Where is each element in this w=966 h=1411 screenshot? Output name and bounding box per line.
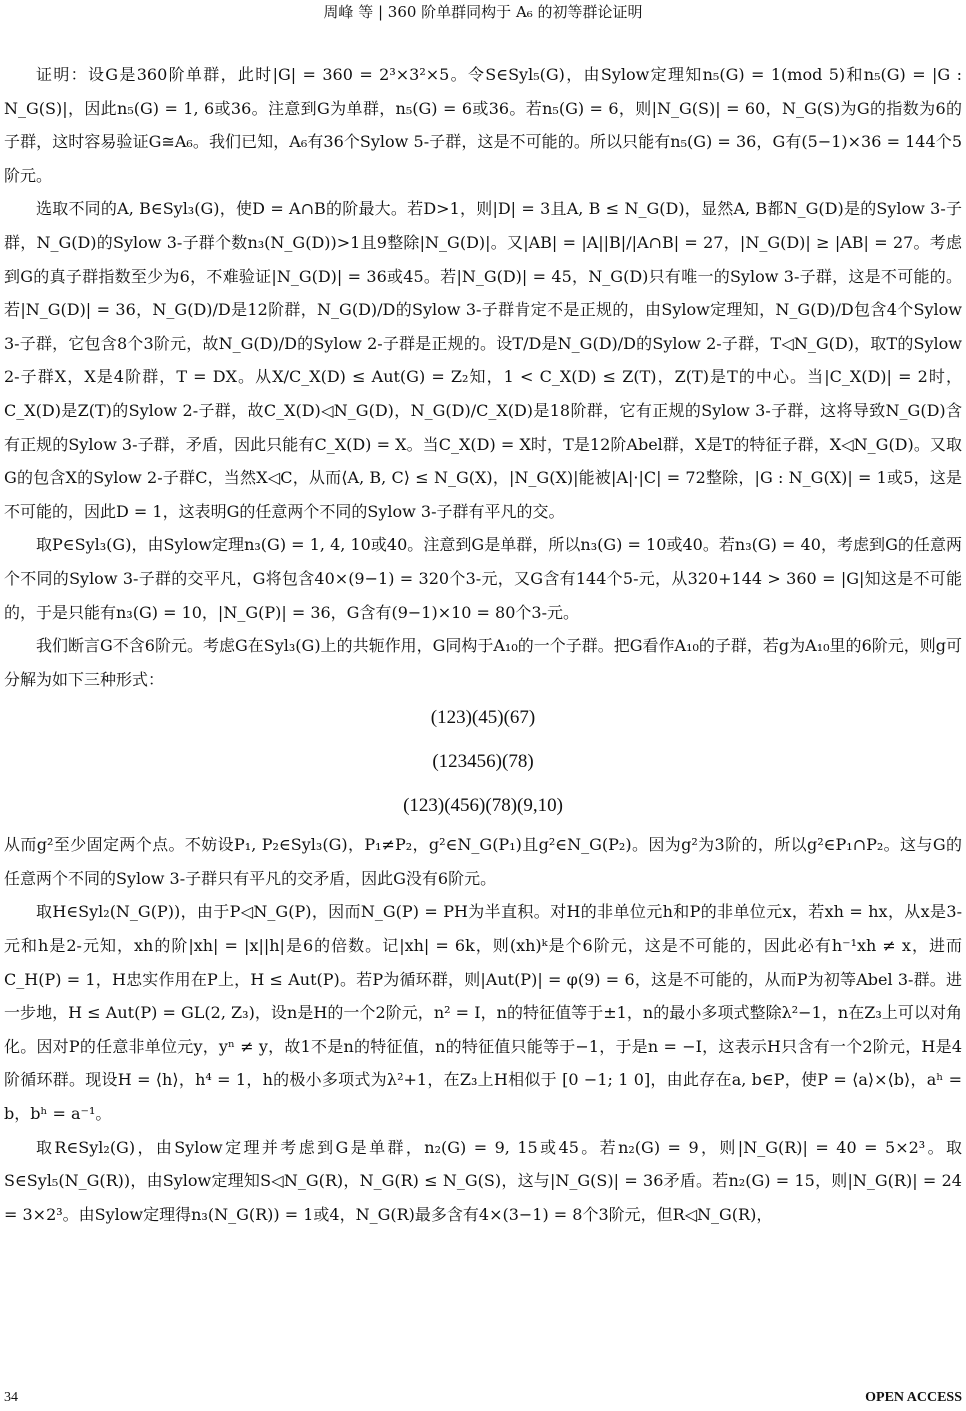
- formula-cycle-type-1: (123)(45)(67): [430, 707, 536, 729]
- paragraph-semidirect-product: 取H∈Syl₂(N_G(P))，由于P◁N_G(P)，因而N_G(P) = PH为半直积。对H的非单位元h和P的非单位元x，若xh = hx，从x是3-元和h是2-元知，xh的阶|xh| = |x||h|是6的倍数。记|xh| = 6k，则(xh)ᵏ是个6阶元，这是不可能的，因此必有h⁻¹xh ≠ x，进而C_H(P) = 1，H忠实作用在P上，H ≤ Aut(P)。若P为循环群，则|Aut(P)| = φ(9) = 6，这是不可能的，从而P为初等Abel 3-群。进一步地，H ≤ Aut(P) = GL(2, Z₃)，设n是H的一个2阶元，n² = I，n的特征值等于±1，n的最小多项式整除λ²−1，n在Z₃上可以对角化。因对P的任意非单位元y，yⁿ ≠ y，故1不是n的特征值，n的特征值只能等于−1，于是n = −I，这表示H只含有一个2阶元，H是4阶循环群。现设H = ⟨h⟩，h⁴ = 1，h的极小多项式为λ²+1，在Z₃上H相似于 [0 −1; 1 0]，由此存在a, b∈P，使P = ⟨a⟩×⟨b⟩，aʰ = b，bʰ = a⁻¹。: [4, 902, 962, 1124]
- paragraph-no-order-6: 我们断言G不含6阶元。考虑G在Syl₃(G)上的共轭作用，G同构于A₁₀的一个子群。把G看作A₁₀的子群，若g为A₁₀里的6阶元，则g可分解为如下三种形式：: [4, 636, 962, 689]
- journal-badge: OPEN ACCESS: [865, 1390, 962, 1405]
- paragraph-n3-count: 取P∈Syl₃(G)，由Sylow定理n₃(G) = 1, 4, 10或40。注意到G是单群，所以n₃(G) = 10或40。若n₃(G) = 40，考虑到G的任意两个不同的Sylow 3-子群的交平凡，G将包含40×(9−1) = 320个3-元，又G含有144个5-元，从320+144 > 360 = |G|知这是不可能的，于是只能有n₃(G) = 10，|N_G(P)| = 36，G含有(9−1)×10 = 80个3-元。: [4, 535, 962, 622]
- paragraph-proof-intro: 证明：设G是360阶单群，此时|G| = 360 = 2³×3²×5。令S∈Syl₅(G)，由Sylow定理知n₅(G) = 1(mod 5)和n₅(G) = |G : N_G(S)|，因此n₅(G) = 1, 6或36。注意到G为单群，n₅(G) = 6或36。若n₅(G) = 6，则|N_G(S)| = 60，N_G(S)为G的指数为6的子群，这时容易验证G≅A₆。我们已知，A₆有36个Sylow 5-子群，这是不可能的。所以只能有n₅(G) = 36，G有(5−1)×36 = 144个5阶元。: [4, 65, 962, 185]
- paragraph-sylow3-intersection: 选取不同的A, B∈Syl₃(G)，使D = A∩B的阶最大。若D>1，则|D| = 3且A, B ≤ N_G(D)，显然A, B都N_G(D)是的Sylow 3-子群，N_G(D)的Sylow 3-子群个数n₃(N_G(D))>1且9整除|N_G(D)|。又|AB| = |A||B|/|A∩B| = 27，|N_G(D)| ≥ |AB| = 27。考虑到G的真子群指数至少为6，不难验证|N_G(D)| = 36或45。若|N_G(D)| = 45，N_G(D)只有唯一的Sylow 3-子群，这是不可能的。若|N_G(D)| = 36，N_G(D)/D是12阶群，N_G(D)/D的Sylow 3-子群肯定不是正规的，由Sylow定理知，N_G(D)/D包含4个Sylow 3-子群，它包含8个3阶元，故N_G(D)/D的Sylow 2-子群是正规的。设T/D是N_G(D)/D的Sylow 2-子群，T◁N_G(D)，取T的Sylow 2-子群X，X是4阶群，T = DX。从X/C_X(D) ≤ Aut(G) = Z₂知，1 < C_X(D) ≤ Z(T)，Z(T)是T的中心。当|C_X(D)| = 2时，C_X(D)是Z(T)的Sylow 2-子群，故C_X(D)◁N_G(D)，N_G(D)/C_X(D)是18阶群，它有正规的Sylow 3-子群，这将导致N_G(D)含有正规的Sylow 3-子群，矛盾，因此只能有C_X(D) = X。当C_X(D) = X时，T是12阶Abel群，X是T的特征子群，X◁N_G(D)。又取G的包含X的Sylow 2-子群C，当然X◁C，从而⟨A, B, C⟩ ≤ N_G(X)，|N_G(X)|能被|A|·|C| = 72整除，|G : N_G(X)| = 1或5，这是不可能的，因此D = 1，这表明G的任意两个不同的Sylow 3-子群有平凡的交。: [4, 199, 962, 521]
- formula-cycle-type-3: (123)(456)(78)(9,10): [403, 795, 563, 817]
- formula-cycle-type-2: (123456)(78): [432, 751, 534, 773]
- article-body: [4, 58, 962, 1231]
- page-number: 34: [4, 1390, 18, 1405]
- paragraph-fixed-points: 从而g²至少固定两个点。不妨设P₁, P₂∈Syl₃(G)，P₁≠P₂，g²∈N_G(P₁)且g²∈N_G(P₂)。因为g²为3阶的，所以g²∈P₁∩P₂。这与G的任意两个不同的Sylow 3-子群只有平凡的交矛盾，因此G没有6阶元。: [4, 835, 962, 888]
- running-header: 周峰 等 | 360 阶单群同构于 A₆ 的初等群论证明: [323, 3, 643, 21]
- paragraph-sylow2: 取R∈Syl₂(G)，由Sylow定理并考虑到G是单群，n₂(G) = 9, 15或45。若n₂(G) = 9，则|N_G(R)| = 40 = 5×2³。取S∈Syl₅(N_G(R))，由Sylow定理知S◁N_G(R)，N_G(R) ≤ N_G(S)，这与|N_G(S)| = 36矛盾。若n₂(G) = 15，则|N_G(R)| = 24 = 3×2³。由Sylow定理得n₃(N_G(R)) = 1或4，N_G(R)最多含有4×(3−1) = 8个3阶元，但R◁N_G(R)，: [4, 1137, 962, 1224]
